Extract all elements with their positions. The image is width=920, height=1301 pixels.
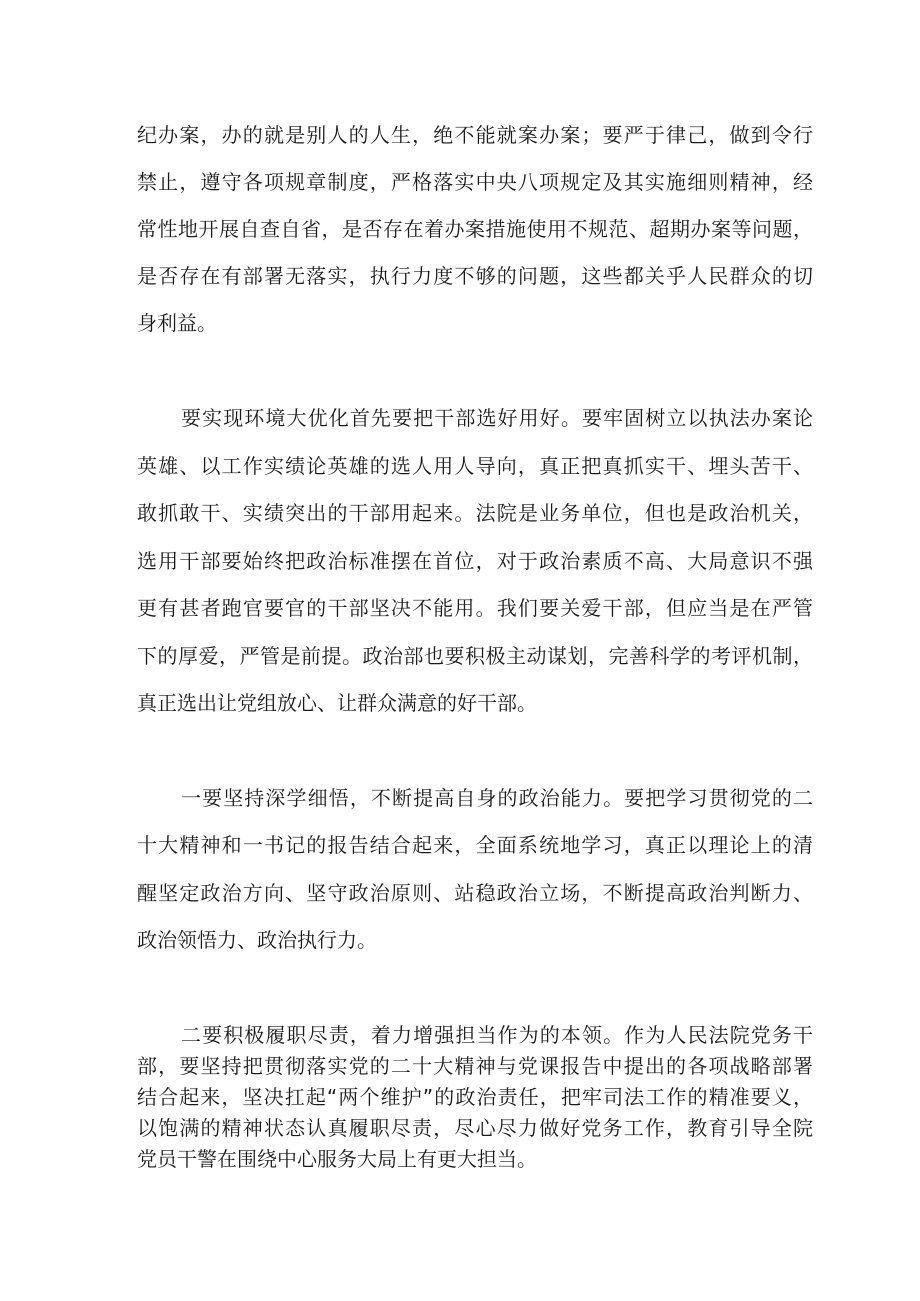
text-line: 结合起来，坚决扛起“两个维护”的政治责任，把牢司法工作的精准要义， [137, 1085, 813, 1109]
text-line: 常性地开展自查自省，是否存在着办案措施使用不规范、超期办案等问题， [137, 217, 813, 241]
text-line: 醒坚定政治方向、坚守政治原则、站稳政治立场，不断提高政治判断力、 [137, 881, 813, 905]
text-line: 纪办案，办的就是别人的人生，绝不能就案办案；要严于律己，做到令行 [137, 123, 813, 147]
text-line: 英雄、以工作实绩论英雄的选人用人导向，真正把真抓实干、埋头苦干、 [137, 454, 813, 478]
text-line: 十大精神和一书记的报告结合起来，全面系统地学习，真正以理论上的清 [137, 833, 813, 857]
text-line: 以饱满的精神状态认真履职尽责，尽心尽力做好党务工作，教育引导全院 [137, 1116, 813, 1140]
text-line: 更有甚者跑官要官的干部坚决不能用。我们要关爱干部，但应当是在严管 [137, 596, 813, 620]
text-line: 一要坚持深学细悟，不断提高自身的政治能力。要把学习贯彻党的二 [181, 786, 813, 810]
text-line: 下的厚爱，严管是前提。政治部也要积极主动谋划，完善科学的考评机制， [137, 644, 813, 668]
text-line: 政治领悟力、政治执行力。 [137, 928, 377, 952]
text-line: 要实现环境大优化首先要把干部选好用好。要牢固树立以执法办案论 [181, 406, 813, 430]
text-line: 二要积极履职尽责，着力增强担当作为的本领。作为人民法院党务干 [181, 1023, 813, 1047]
text-line: 禁止，遵守各项规章制度，严格落实中央八项规定及其实施细则精神，经 [137, 170, 813, 194]
text-line: 身利益。 [137, 311, 217, 335]
text-line: 部，要坚持把贯彻落实党的二十大精神与党课报告中提出的各项战略部署 [137, 1054, 813, 1078]
text-line: 真正选出让党组放心、让群众满意的好干部。 [137, 691, 537, 715]
text-line: 敢抓敢干、实绩突出的干部用起来。法院是业务单位，但也是政治机关， [137, 501, 813, 525]
text-line: 是否存在有部署无落实，执行力度不够的问题，这些都关乎人民群众的切 [137, 264, 813, 288]
text-line: 党员干警在围绕中心服务大局上有更大担当。 [137, 1147, 537, 1171]
text-line: 选用干部要始终把政治标准摆在首位，对于政治素质不高、大局意识不强 [137, 549, 813, 573]
